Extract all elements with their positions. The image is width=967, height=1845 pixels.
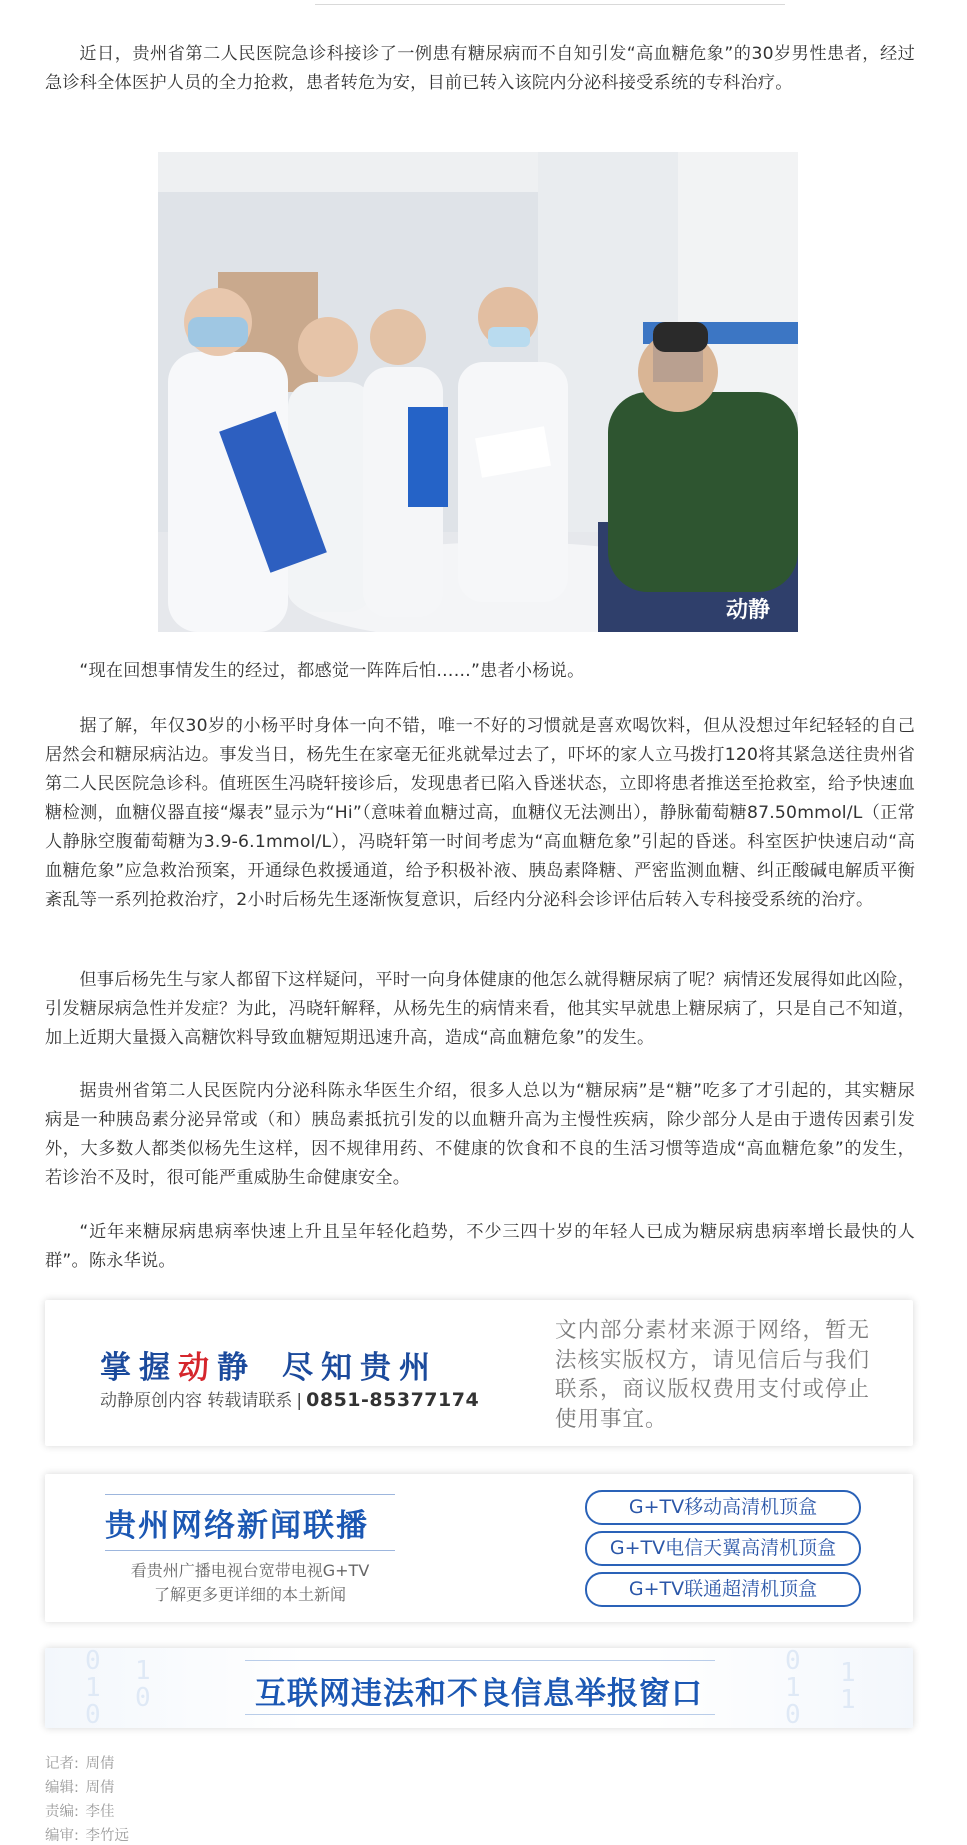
credit-label: 编辑: (45, 1780, 79, 1796)
photo-watermark: 动静 (725, 598, 770, 623)
slogan-part-2: 动 (178, 1350, 217, 1386)
article-photo (158, 152, 798, 632)
binary-decoration-right: 0 1 0 (785, 1648, 801, 1728)
report-window-banner[interactable] (45, 1648, 913, 1728)
credit-name: 李竹远 (85, 1828, 129, 1844)
slogan-part-4: 尽知贵州 (282, 1350, 438, 1386)
gtv-unicom-button[interactable]: G+TV联通超清机顶盒 (585, 1572, 861, 1607)
slogan-part-1: 掌握 (100, 1350, 178, 1386)
report-rule-bottom (245, 1714, 715, 1715)
brand-slogan (100, 1342, 438, 1387)
binary-decoration-left: 0 1 0 (85, 1648, 101, 1728)
title-rule-bottom (105, 1550, 395, 1551)
news-subtitle-1: 看贵州广播电视台宽带电视G+TV (130, 1561, 370, 1580)
article-paragraph-4: 但事后杨先生与家人都留下这样疑问，平时一向身体健康的他怎么就得糖尿病了呢？病情还发展得如此凶险，引发糖尿病急性并发症？为此，冯晓轩解释，从杨先生的病情来看，他其实早就患上糖尿病了，只是自己不知道，加上近期大量摄入高糖饮料导致血糖短期迅速升高，造成“高血糖危象”的发生。 (45, 970, 915, 1048)
credit-label: 编审: (45, 1828, 79, 1844)
contact-text: 动静原创内容 转载请联系 (100, 1391, 293, 1411)
article-paragraph-1: 近日，贵州省第二人民医院急诊科接诊了一例患有糖尿病而不自知引发“高血糖危象”的30岁男性患者，经过急诊科全体医护人员的全力抢救，患者转危为安，目前已转入该院内分泌科接受系统的专科治疗。 (45, 44, 915, 93)
credit-label: 记者: (45, 1756, 79, 1772)
credit-editor (45, 1776, 115, 1797)
article-paragraph-6: “近年来糖尿病患病率快速上升且呈年轻化趋势，不少三四十岁的年轻人已成为糖尿病患病率增长最快的人群”。陈永华说。 (45, 1222, 915, 1271)
article-paragraph-5: 据贵州省第二人民医院内分泌科陈永华医生介绍，很多人总以为“糖尿病”是“糖”吃多了才引起的，其实糖尿病是一种胰岛素分泌异常或（和）胰岛素抵抗引发的以血糖升高为主慢性疾病，除少部分人是由于遗传因素引发外，大多数人都类似杨先生这样，因不规律用药、不健康的饮食和不良的生活习惯等造成“高血糖危象”的发生，若诊治不及时，很可能严重威胁生命健康安全。 (45, 1081, 915, 1188)
credit-responsible-editor (45, 1800, 115, 1821)
gtv-mobile-button[interactable]: G+TV移动高清机顶盒 (585, 1490, 861, 1525)
news-title: 贵州网络新闻联播 (105, 1508, 369, 1544)
copyright-banner (45, 1300, 913, 1446)
report-title[interactable]: 互联网违法和不良信息举报窗口 (255, 1676, 703, 1712)
binary-decoration-right-2: 1 1 (840, 1658, 856, 1715)
gtv-telecom-button[interactable]: G+TV电信天翼高清机顶盒 (585, 1531, 861, 1566)
top-divider (315, 4, 785, 5)
credit-label: 责编: (45, 1804, 79, 1820)
title-rule-top (105, 1494, 395, 1495)
credit-name: 李佳 (85, 1804, 115, 1820)
article-paragraph-3: 据了解，年仅30岁的小杨平时身体一向不错，唯一不好的习惯就是喜欢喝饮料，但从没想过年纪轻轻的自己居然会和糖尿病沾边。事发当日，杨先生在家毫无征兆就晕过去了，吓坏的家人立马拨打120将其紧急送往贵州省第二人民医院急诊科。值班医生冯晓轩接诊后，发现患者已陷入昏迷状态，立即将患者推送至抢救室，给予快速血糖检测，血糖仪器直接“爆表”显示为“Hi”（意味着血糖过高，血糖仪无法测出），静脉葡萄糖87.50mmol/L（正常人静脉空腹葡萄糖为3.9-6.1mmol/L），冯晓轩第一时间考虑为“高血糖危象”引起的昏迷。科室医护快速启动“高血糖危象”应急救治预案，开通绿色救援通道，给予积极补液、胰岛素降糖、严密监测血糖、纠正酸碱电解质平衡紊乱等一系列抢救治疗，2小时后杨先生逐渐恢复意识，后经内分泌科会诊评估后转入专科接受系统的治疗。 (45, 716, 915, 910)
binary-decoration-left-2: 1 0 (135, 1656, 151, 1713)
news-subtitle-2: 了解更多更详细的本土新闻 (153, 1585, 346, 1604)
credit-name: 周倩 (85, 1780, 115, 1796)
credit-reviewer (45, 1824, 129, 1845)
credit-reporter (45, 1752, 115, 1773)
copyright-notice: 文内部分素材来源于网络，暂无法核实版权方，请见信后与我们联系，商议版权费用支付或停止使用事宜。 (555, 1318, 871, 1432)
news-broadcast-banner[interactable] (45, 1474, 913, 1622)
report-rule-top (245, 1660, 715, 1661)
slogan-part-3: 静 (217, 1350, 256, 1386)
article-paragraph-2: “现在回想事情发生的经过，都感觉一阵阵后怕……”患者小杨说。 (79, 661, 585, 681)
contact-line: 动静原创内容 转载请联系 | 0851-85377174 (100, 1389, 480, 1411)
contact-phone: 0851-85377174 (306, 1389, 480, 1411)
credit-name: 周倩 (85, 1756, 115, 1772)
